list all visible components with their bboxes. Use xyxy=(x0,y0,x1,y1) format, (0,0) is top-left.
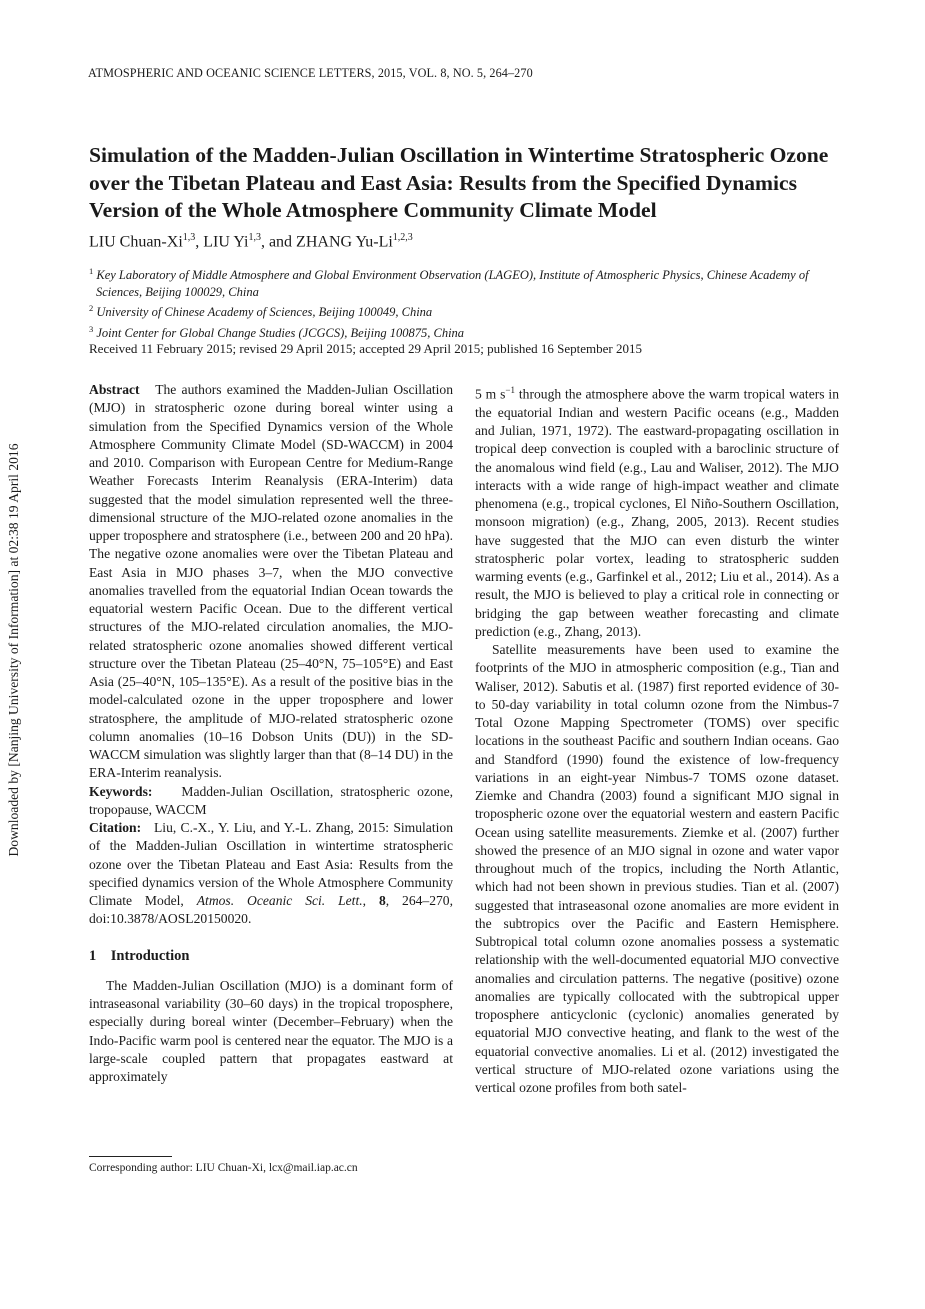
affiliation-2-num: 2 xyxy=(89,303,94,314)
author-1-affil: 1,3 xyxy=(182,232,196,243)
citation-journal: Atmos. Oceanic Sci. Lett. xyxy=(196,893,363,908)
keywords-text: Madden-Julian Oscillation, stratospheric ozone, tropopause, WACCM xyxy=(89,783,454,817)
intro-paragraph-1: The Madden-Julian Oscillation (MJO) is a dominant form of intraseasonal variability (30–60 days) in the tropical troposphere, especially during boreal winter (December–February) when the Indo-Pacific warm pool is centered near the equator. The MJO is a large-scale coupled pattern that propagates eastward at approximately xyxy=(89,977,453,1084)
section-heading xyxy=(89,947,453,965)
affiliation-1-num: 1 xyxy=(89,266,94,276)
abstract-text: The authors examined the Madden-Julian Oscillation (MJO) in stratospheric ozone during boreal winter using a simulation from the Specified Dynamics version of the Whole Atmosphere Community Climate Model (SD-WACCM) in 2004 and 2010. Comparison with European Centre for Medium-Range Weather Forecasts Interim Reanalysis (ERA-Interim) data suggested that the model simulation represented well the three-dimensional structure of the MJO-related ozone anomalies in the upper troposphere and stratosphere (i.e., between 200 and 20 hPa). The negative ozone anomalies were over the Tibetan Plateau and East Asia in MJO phases 3–7, when the MJO convective anomalies travelled from the equatorial Indian Ocean towards the equatorial western Pacific Ocean. Due to the different vertical structures of the MJO-related circulation anomalies, the MJO-related stratospheric ozone anomalies showed different vertical structure over the Tibetan Plateau (25–40°N, 75–105°E) and East Asia (25–40°N, 105–135°E). As a result of the positive bias in the model-calculated ozone in the upper troposphere and lower stratosphere, the amplitude of MJO-related stratospheric ozone column anomalies (10–16 Dobson Units (DU)) in the SD-WACCM simulation was slightly larger than that (8–14 DU) in the ERA-Interim reanalysis. xyxy=(89,382,453,781)
author-2: , LIU Yi xyxy=(195,233,249,251)
affiliation-1-text: Key Laboratory of Middle Atmosphere and Global Environment Observation (LAGEO), Institute of Atmospheric Physics, Chinese Academy of Sciences, Beijing 100029, China xyxy=(96,268,809,299)
intro-paragraph-1-cont xyxy=(475,381,839,641)
section-number: 1 xyxy=(89,947,97,964)
author-list xyxy=(89,232,413,251)
received-dates: Received 11 February 2015; revised 29 April 2015; accepted 29 April 2015; published 16 September 2015 xyxy=(89,341,642,356)
citation-text: Liu, C.-X., Y. Liu, and Y.-L. Zhang, 2015: Simulation of the Madden-Julian Oscillation in wintertime stratospheric ozone over the Tibetan Plateau and East Asia: Results from the specified dynamics version of the Whole Atmosphere Community Climate Model, xyxy=(89,820,453,908)
footnote-rule xyxy=(89,1156,172,1157)
affiliation-3-num: 3 xyxy=(89,323,94,334)
affiliation-1 xyxy=(89,263,849,300)
citation xyxy=(89,819,453,929)
speed-text: 5 m s xyxy=(475,386,506,402)
citation-label: Citation: xyxy=(89,820,142,835)
author-2-affil: 1,3 xyxy=(248,232,261,243)
speed-exponent: −1 xyxy=(505,385,515,395)
citation-rest: , 264–270, doi:10.3878/AOSL20150020. xyxy=(89,893,454,927)
citation-sep: , xyxy=(362,893,379,908)
download-note: Downloaded by [Nanjing University of Information] at 02:38 19 April 2016 xyxy=(6,443,21,857)
abstract xyxy=(89,381,453,783)
left-column xyxy=(89,381,453,1086)
keywords xyxy=(89,783,453,820)
right-column xyxy=(475,381,839,1097)
author-1: LIU Chuan-Xi xyxy=(89,233,183,251)
intro-paragraph-1-rest: through the atmosphere above the warm tropical waters in the equatorial Indian and western Pacific oceans (e.g., Madden and Julian, 1971, 1972). The eastward-propagating oscillation in tropical deep convection is coupled with a baroclinic structure of the anomalous wind field (e.g., Lau and Waliser, 2012). The MJO interacts with a wide range of high-impact weather and climate phenomena (e.g., tropical cyclones, El Niño-Southern Oscillation, monsoon migration) (e.g., Zhang, 2005, 2013). Recent studies have suggested that the MJO can even disturb the winter stratospheric polar vortex, leading to stratospheric sudden warming events (e.g., Garfinkel et al., 2012; Liu et al., 2014). As a result, the MJO is believed to play a critical role in connecting or bridging the gap between weather forecasting and climate prediction (e.g., Zhang, 2013). xyxy=(475,386,839,639)
affiliation-3 xyxy=(89,321,849,342)
author-3-affil: 1,2,3 xyxy=(392,232,413,243)
citation-volume: 8 xyxy=(378,893,386,908)
affiliation-2 xyxy=(89,300,849,321)
affiliation-2-text: University of Chinese Academy of Sciences, Beijing 100049, China xyxy=(96,305,433,320)
journal-header: ATMOSPHERIC AND OCEANIC SCIENCE LETTERS, 2015, VOL. 8, NO. 5, 264–270 xyxy=(88,66,533,80)
paper-title: Simulation of the Madden-Julian Oscillation in Wintertime Stratospheric Ozone over the Tibetan Plateau and East Asia: Results from the Specified Dynamics Version of the Whole Atmosphere Community Climate Model xyxy=(89,143,829,222)
abstract-label: Abstract xyxy=(89,382,140,397)
download-sidebar xyxy=(4,415,24,885)
intro-paragraph-2: Satellite measurements have been used to examine the footprints of the MJO in atmospheric composition (e.g., Tian and Waliser, 2012). Sabutis et al. (1987) first reported evidence of 30- to 50-day variability in total column ozone from the Nimbus-7 Total Ozone Mapping Spectrometer (TOMS) over specific locations in the southeast Pacific and southern Indian oceans. Gao and Standford (1990) found the existence of low-frequency variations in an eight-year Nimbus-7 TOMS ozone dataset. Ziemke and Chandra (2003) found a significant MJO signal in tropospheric ozone over the equatorial western and eastern Pacific Ocean using satellite measurements. Ziemke et al. (2007) further showed the presence of an MJO signal in ozone and water vapor throughout much of the tropics, including the North Atlantic, which had not been shown in previous studies. Tian et al. (2007) suggested that intraseasonal ozone anomalies are more evident in the subtropics over the Pacific and Eastern Hemisphere. Subtropical total column ozone anomalies possess a systematic relationship with the well-documented equatorial MJO convective anomalies and circulation patterns. The negative (positive) ozone anomalies are typically collocated with the subtropical upper troposphere anticyclonic (cyclonic) anomalies generated by equatorial MJO convective heating, and flank to the west of the equatorial convective anomalies. Li et al. (2012) investigated the vertical structure of MJO-related ozone variations using the vertical ozone profiles from both satel- xyxy=(475,642,839,1096)
corresponding-author: Corresponding author: LIU Chuan-Xi, lcx@mail.iap.ac.cn xyxy=(89,1162,358,1174)
keywords-label: Keywords: xyxy=(89,783,153,799)
author-3: , and ZHANG Yu-Li xyxy=(260,233,393,251)
affiliations xyxy=(89,263,849,341)
section-title: Introduction xyxy=(110,947,190,964)
affiliation-3-text: Joint Center for Global Change Studies (JCGCS), Beijing 100875, China xyxy=(96,325,465,340)
